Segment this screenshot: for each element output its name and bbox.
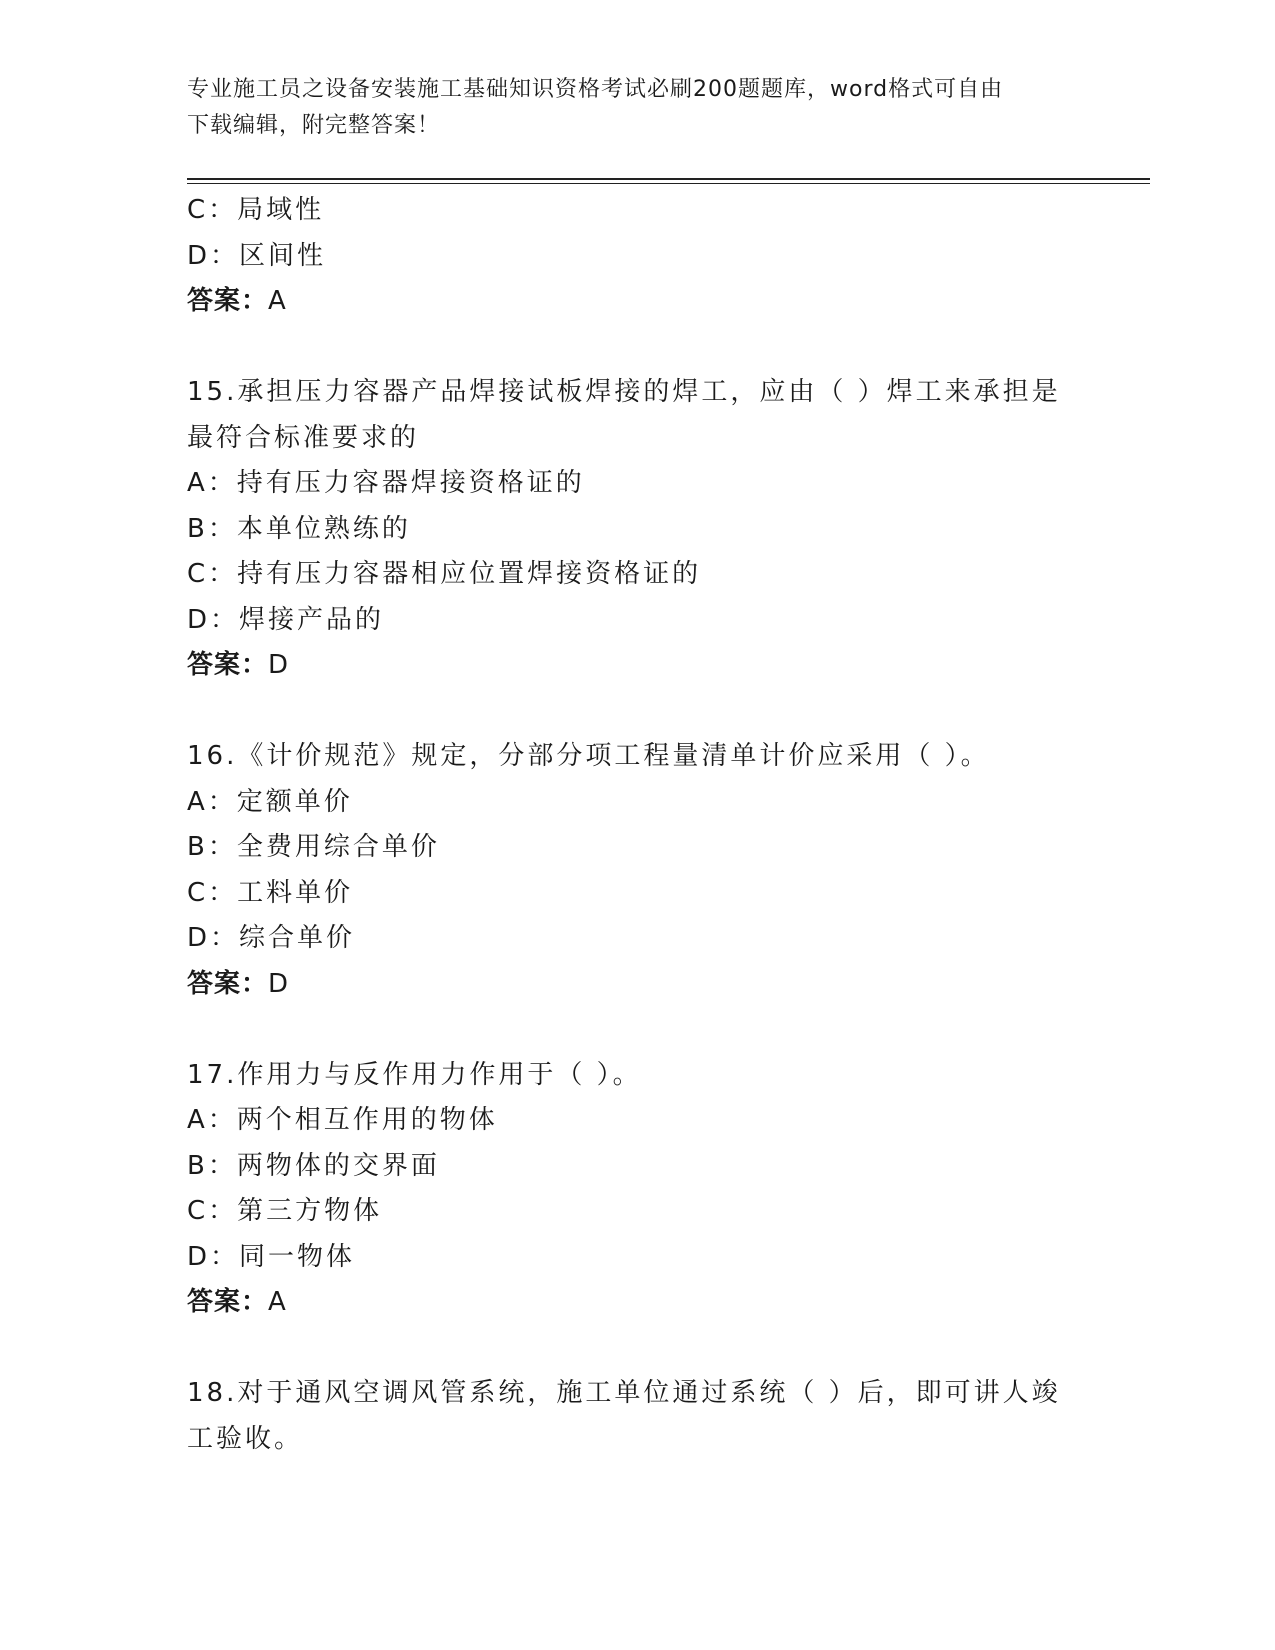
answer-value: A [268, 1287, 287, 1317]
option-c: C：持有压力容器相应位置焊接资格证的 [187, 559, 702, 589]
answer-line [187, 279, 1067, 325]
question-15 [187, 370, 1067, 689]
header-line-1: 专业施工员之设备安装施工基础知识资格考试必刷200题题库，word格式可自由 [187, 77, 1004, 102]
option-c: C：工料单价 [187, 877, 354, 908]
header-rule-thin [187, 183, 1150, 184]
option-a: A：持有压力容器焊接资格证的 [187, 468, 585, 498]
option-b: B：本单位熟练的 [187, 513, 411, 544]
question-16 [187, 734, 1067, 1007]
option-c: C：局域性 [187, 195, 325, 225]
question-stem-line-1: 16.《计价规范》规定，分部分项工程量清单计价应采用（ ）。 [187, 741, 990, 771]
answer-value: D [268, 968, 290, 999]
option-b: B：全费用综合单价 [187, 832, 440, 862]
question-stem-line-2: 最符合标准要求的 [187, 422, 420, 453]
answer-line [187, 1280, 1067, 1326]
answer-label: 答案： [187, 968, 269, 999]
spacer [187, 1007, 1067, 1053]
spacer [187, 1326, 1067, 1372]
question-14-tail [187, 188, 1067, 325]
header-line-2: 下载编辑，附完整答案！ [187, 113, 441, 138]
question-stem-line-1: 17.作用力与反作用力作用于（ ）。 [187, 1059, 642, 1090]
answer-label: 答案： [187, 1287, 269, 1317]
question-stem-line-1: 18.对于通风空调风管系统，施工单位通过系统（ ）后，即可讲人竣 [187, 1378, 1061, 1408]
document-header [187, 72, 1067, 144]
option-b: B：两物体的交界面 [187, 1150, 440, 1181]
option-c: C：第三方物体 [187, 1196, 383, 1226]
option-d: D：区间性 [187, 240, 327, 271]
answer-label: 答案： [187, 650, 269, 680]
spacer [187, 325, 1067, 371]
question-18 [187, 1371, 1067, 1462]
document-body [187, 188, 1067, 1462]
header-rule-thick [187, 178, 1150, 180]
option-d: D：焊接产品的 [187, 604, 385, 635]
answer-label: 答案： [187, 286, 269, 316]
option-a: A：定额单价 [187, 786, 353, 817]
answer-line [187, 643, 1067, 689]
question-17 [187, 1053, 1067, 1326]
option-d: D：综合单价 [187, 923, 356, 953]
answer-line [187, 962, 1067, 1008]
answer-value: D [268, 650, 290, 680]
answer-value: A [268, 286, 287, 316]
option-a: A：两个相互作用的物体 [187, 1105, 498, 1135]
option-d: D：同一物体 [187, 1241, 356, 1272]
question-stem-line-1: 15.承担压力容器产品焊接试板焊接的焊工，应由（ ）焊工来承担是 [187, 377, 1061, 407]
spacer [187, 689, 1067, 735]
question-stem-line-2: 工验收。 [187, 1423, 304, 1454]
